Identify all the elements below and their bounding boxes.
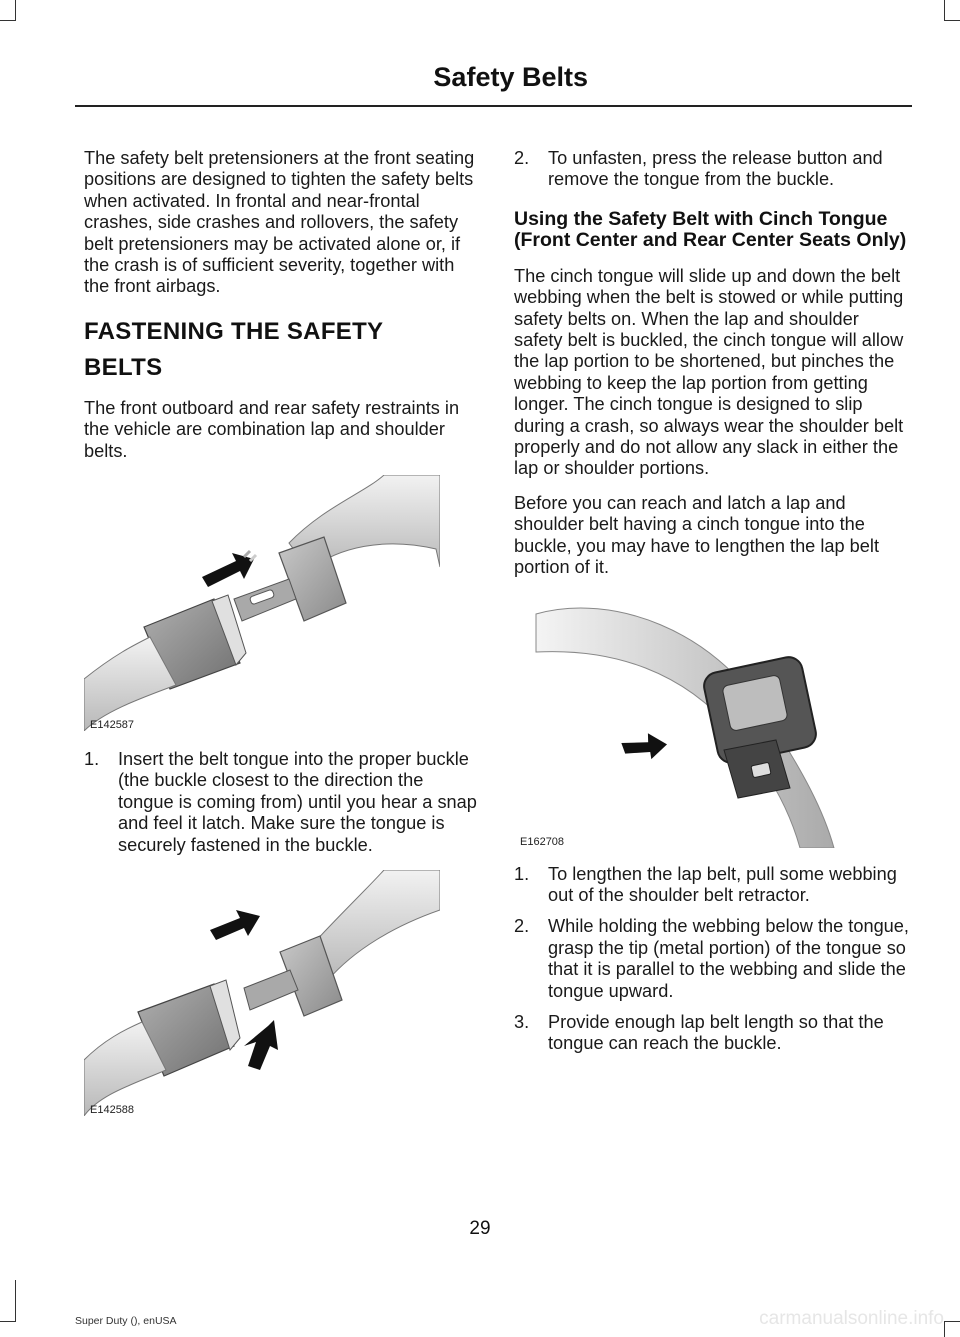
step-number: 1.: [84, 749, 100, 770]
cinch-tongue-illustration: [514, 592, 854, 848]
step-number: 3.: [514, 1011, 530, 1032]
crop-mark: [15, 0, 16, 20]
right-column: [514, 148, 910, 1065]
step-text: To unfasten, press the release button and remove the tongue from the buckle.: [548, 148, 883, 190]
belt-tongue-and-buckle-illustration: [84, 475, 440, 731]
figure-belt-separate: [84, 475, 440, 731]
figure-code: E162708: [520, 835, 565, 848]
direction-arrow: [618, 724, 668, 767]
direction-arrow: [210, 910, 260, 940]
step-number: 1.: [514, 863, 530, 884]
crop-mark: [944, 20, 960, 21]
watermark-site: carmanualsonline.info: [759, 1308, 944, 1329]
step-lengthen-1: [514, 864, 910, 907]
lengthen-paragraph: Before you can reach and latch a lap and shoulder belt having a cinch tongue into the buckle, you may have to lengthen the lap belt portion of it.: [514, 492, 880, 578]
page-title: Safety Belts: [433, 62, 588, 92]
figure-code: E142587: [90, 719, 135, 732]
direction-arrow: [244, 1020, 278, 1070]
step-insert-tongue: [84, 749, 479, 856]
section-heading: [84, 314, 479, 386]
step-lengthen-2: [514, 916, 910, 1002]
step-text: Insert the belt tongue into the proper buckle (the buckle closest to the direction the tongue is coming from) until you hear a snap and feel it latch. Make sure the tongue is securely fastened in the buckle.: [118, 749, 477, 855]
cinch-tongue-heading: Using the Safety Belt with Cinch Tongue (Front Center and Rear Center Seats Only): [514, 207, 907, 252]
figure-code: E142588: [90, 1104, 135, 1117]
figure-belt-latch: [84, 870, 440, 1116]
document-label: Super Duty (), enUSA: [75, 1315, 177, 1327]
step-number: 2.: [514, 916, 530, 937]
direction-arrow: [202, 553, 254, 587]
crop-mark: [15, 1280, 16, 1322]
figure-cinch-tongue: [514, 592, 854, 848]
crop-mark: [944, 0, 945, 20]
header-divider: [75, 105, 912, 107]
belt-latching-illustration: [84, 870, 440, 1116]
section-heading-line2: BELTS: [84, 353, 163, 381]
cinch-tongue-paragraph: The cinch tongue will slide up and down the belt webbing when the belt is stowed or while putting safety belts on. When the lap and shoulder safety belt is buckled, the cinch tongue will allow the lap portion to be shortened, but pinches the webbing to keep the lap portion from getting longer. The cinch tongue is designed to slip during a crash, so always wear the shoulder belt properly and do not allow any slack in either the lap or shoulder portions.: [514, 265, 904, 479]
left-column: [84, 148, 479, 1116]
step-text: To lengthen the lap belt, pull some webbing out of the shoulder belt retractor.: [548, 863, 897, 905]
section-heading-line1: FASTENING THE SAFETY: [84, 317, 384, 345]
crop-mark: [0, 20, 16, 21]
page-number: 29: [469, 1218, 491, 1239]
pretensioner-paragraph: The safety belt pretensioners at the front seating positions are designed to tighten the safety belts when activated. In frontal and near-frontal crashes, side crashes and rollovers, the safety belt pretensioners may be activated alone or, if the crash is of sufficient severity, together with the front airbags.: [84, 148, 475, 297]
combination-belts-paragraph: The front outboard and rear safety restraints in the vehicle are combination lap and shoulder belts.: [84, 397, 460, 461]
step-number: 2.: [514, 148, 530, 168]
crop-mark: [944, 1321, 945, 1337]
crop-mark: [944, 1321, 960, 1322]
crop-mark: [0, 1321, 16, 1322]
step-lengthen-3: [514, 1012, 910, 1055]
step-text: Provide enough lap belt length so that the tongue can reach the buckle.: [548, 1011, 884, 1054]
step-text: While holding the webbing below the tongue, grasp the tip (metal portion) of the tongue so that it is parallel to the webbing and slide the tongue upward.: [548, 916, 909, 1001]
step-unfasten: [514, 148, 910, 191]
